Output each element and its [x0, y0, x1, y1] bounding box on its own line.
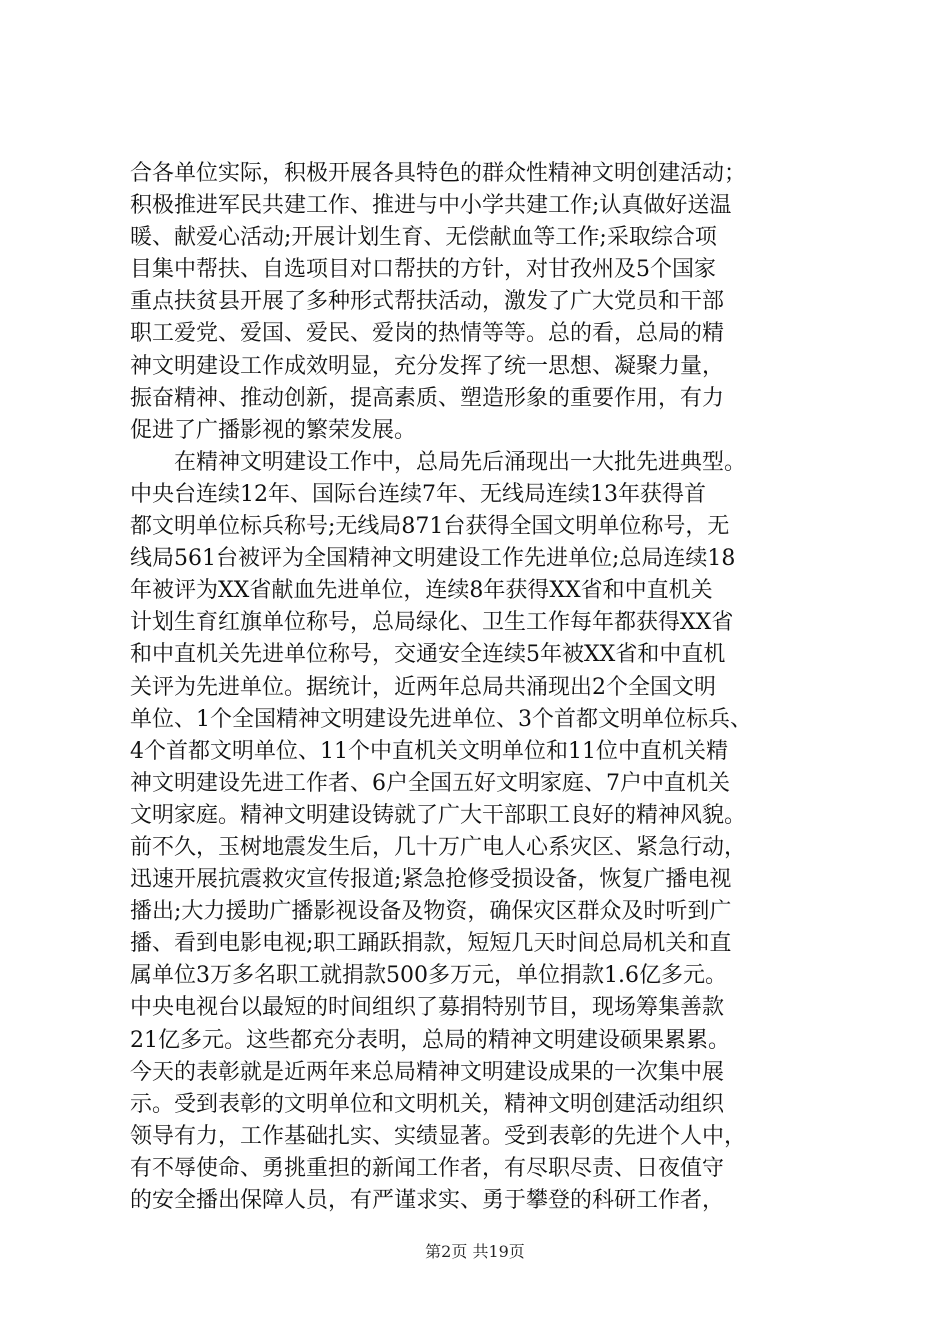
body-text: [130, 158, 830, 1217]
text-line: 线局561台被评为全国精神文明建设工作先进单位;总局连续18: [130, 546, 736, 572]
text-line: 有不辱使命、勇挑重担的新闻工作者，有尽职尽责、日夜值守: [130, 1155, 725, 1181]
text-line: 文明家庭。精神文明建设铸就了广大干部职工良好的精神风貌。: [130, 802, 747, 828]
text-line: 职工爱党、爱国、爱民、爱岗的热情等等。总的看，总局的精: [130, 321, 725, 347]
text-line: 促进了广播影视的繁荣发展。: [130, 417, 417, 443]
text-line: 中央台连续12年、国际台连续7年、无线局连续13年获得首: [130, 481, 706, 507]
text-line: 都文明单位标兵称号;无线局871台获得全国文明单位称号，无: [130, 514, 730, 540]
text-line: 单位、1个全国精神文明建设先进单位、3个首都文明单位标兵、: [130, 706, 752, 732]
text-line: 目集中帮扶、自选项目对口帮扶的方针，对甘孜州及5个国家: [130, 257, 716, 283]
text-line: 年被评为XX省献血先进单位，连续8年获得XX省和中直机关: [130, 578, 713, 604]
text-line: 重点扶贫县开展了多种形式帮扶活动，激发了广大党员和干部: [130, 289, 725, 315]
text-line: 合各单位实际，积极开展各具特色的群众性精神文明创建活动；: [130, 161, 747, 186]
text-line: 积极推进军民共建工作、推进与中小学共建工作;认真做好送温: [130, 193, 732, 219]
text-line: 前不久，玉树地震发生后，几十万广电人心系灾区、紧急行动，: [130, 834, 747, 860]
text-line: 迅速开展抗震救灾宣传报道;紧急抢修受损设备，恢复广播电视: [130, 867, 732, 893]
text-line: 领导有力，工作基础扎实、实绩显著。受到表彰的先进个人中，: [130, 1123, 747, 1149]
text-line: 中央电视台以最短的时间组织了募捐特别节目，现场筹集善款: [130, 995, 725, 1021]
text-line: 暖、献爱心活动;开展计划生育、无偿献血等工作;采取综合项: [130, 225, 717, 251]
text-line: 属单位3万多名职工就捐款500多万元，单位捐款1.6亿多元。: [130, 963, 727, 989]
text-line: 播出;大力援助广播影视设备及物资，确保灾区群众及时听到广: [130, 899, 732, 925]
text-line: 示。受到表彰的文明单位和文明机关，精神文明创建活动组织: [130, 1091, 725, 1117]
text-line: 今天的表彰就是近两年来总局精神文明建设成果的一次集中展: [130, 1059, 725, 1085]
text-line: 4个首都文明单位、11个中直机关文明单位和11位中直机关精: [130, 738, 728, 764]
text-line: 21亿多元。这些都充分表明，总局的精神文明建设硕果累累。: [130, 1027, 730, 1053]
text-line: 和中直机关先进单位称号，交通安全连续5年被XX省和中直机: [130, 642, 726, 668]
text-line: 神文明建设先进工作者、6户全国五好文明家庭、7户中直机关: [130, 770, 730, 796]
text-line: 振奋精神、推动创新，提高素质、塑造形象的重要作用，有力: [130, 385, 725, 411]
text-line: 神文明建设工作成效明显，充分发挥了统一思想、凝聚力量，: [130, 353, 725, 379]
page-footer: 第2页 共19页: [425, 1242, 525, 1261]
text-line: 播、看到电影电视;职工踊跃捐款，短短几天时间总局机关和直: [130, 931, 732, 957]
text-line: 计划生育红旗单位称号，总局绿化、卫生工作每年都获得XX省: [130, 610, 734, 636]
text-line: 的安全播出保障人员，有严谨求实、勇于攀登的科研工作者，: [130, 1188, 725, 1213]
text-line: 关评为先进单位。据统计，近两年总局共涌现出2个全国文明: [130, 674, 716, 700]
text-line: 在精神文明建设工作中，总局先后涌现出一大批先进典型。: [130, 449, 747, 475]
